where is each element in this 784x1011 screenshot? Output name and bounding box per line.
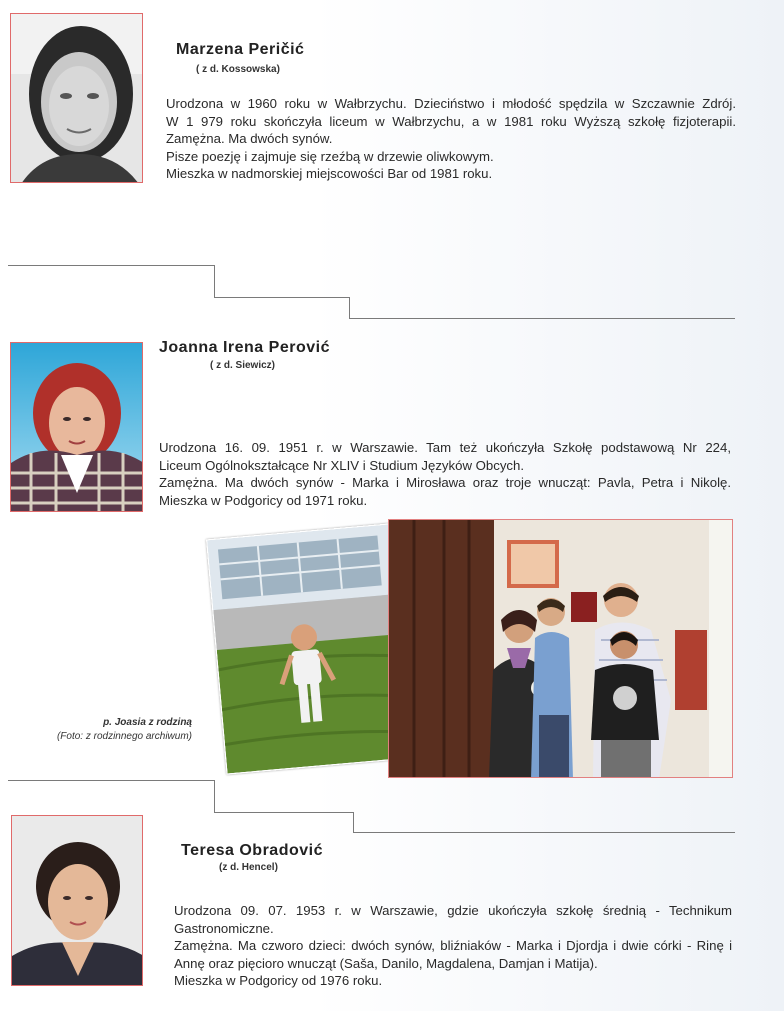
biography-text [174, 902, 732, 990]
bio-line: Mieszka w Podgoricy od 1976 roku. [174, 973, 383, 989]
bio-line: Zamężna. Ma dwóch synów - Marka i Mirosława oraz troje wnucząt: Pavla, Petra i Nikolę. [159, 475, 731, 491]
bio-line: W 1 979 roku skończyła liceum w Wałbrzychu, a w 1981 roku Wyższą szkołę fizjoterapii. [166, 113, 736, 129]
person-name: Marzena Peričić [176, 41, 305, 58]
bio-line: Mieszka w Podgoricy od 1971 roku. [159, 492, 368, 508]
bio-line: Pisze poezję i zajmuje się rzeźbą w drzewie oliwkowym. [166, 148, 494, 164]
photo-family-group [388, 519, 733, 778]
photo-caption [20, 717, 192, 742]
bio-line: Annę oraz pięcioro wnucząt (Saša, Danilo, Magdalena, Damjan i Matija). [174, 955, 598, 971]
photo-child-on-lawn [206, 523, 410, 774]
bio-line: Mieszka w nadmorskiej miejscowości Bar od 1981 roku. [166, 166, 493, 182]
maiden-name: ( z d. Kossowska) [196, 64, 280, 75]
person-name: Teresa Obradović [181, 842, 323, 859]
bio-line: Urodzona 09. 07. 1953 r. w Warszawie, gdzie ukończyła szkołę średnią - Technikum [174, 903, 732, 918]
maiden-name: ( z d. Siewicz) [210, 360, 276, 371]
biography-text [159, 439, 731, 509]
person-name: Joanna Irena Perović [159, 339, 330, 356]
bio-line: Liceum Ogólnokształcące Nr XLIV i Studium Języków Obcych. [159, 457, 525, 473]
bio-line: Gastronomiczne. [174, 920, 274, 936]
caption-title: p. Joasia z rodziną [103, 717, 192, 728]
bio-line: Zamężna. Ma dwóch synów. [166, 131, 333, 147]
portrait-photo-teresa [11, 815, 143, 986]
portrait-photo-marzena [10, 13, 143, 183]
maiden-name: (z d. Hencel) [219, 862, 278, 873]
bio-line: Zamężna. Ma czworo dzieci: dwóch synów, bliźniaków - Marka i Djordja i dwie córki - Rinę i [174, 938, 732, 954]
bio-line: Urodzona 16. 09. 1951 r. w Warszawie. Tam też ukończyła Szkołę podstawową Nr 224, [159, 440, 731, 455]
portrait-photo-joanna [10, 342, 143, 512]
bio-line: Urodzona w 1960 roku w Wałbrzychu. Dzieciństwo i młodość spędzila w Szczawnie Zdrój. [166, 96, 736, 111]
biography-text [166, 95, 736, 183]
caption-credit: (Foto: z rodzinnego archiwum) [56, 731, 192, 742]
